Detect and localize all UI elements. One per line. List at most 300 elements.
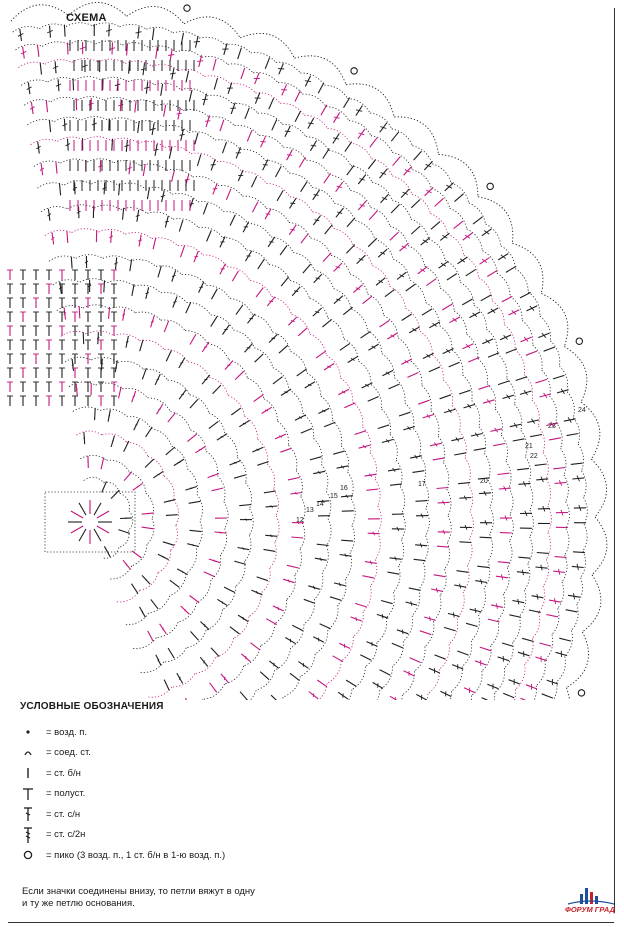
chain-arc: [291, 352, 307, 374]
stitch-post: [256, 288, 263, 298]
stitch-bar: [290, 203, 295, 204]
stitch-post: [318, 83, 324, 94]
stitch-post: [454, 221, 463, 229]
stitch-post: [487, 270, 497, 276]
stitch-post: [362, 576, 374, 578]
chain-arc: [546, 533, 550, 560]
stitch-bar: [269, 242, 273, 243]
stitch-post: [435, 655, 446, 659]
chain-arc: [206, 610, 223, 631]
chain-arc: [251, 53, 276, 63]
stitch-post: [56, 162, 57, 174]
chain-arc: [196, 521, 202, 548]
chain-arc: [41, 207, 67, 212]
chain-arc: [353, 612, 363, 637]
chain-arc: [363, 586, 371, 612]
chain-arc: [463, 565, 469, 592]
stitch-post: [330, 597, 341, 601]
chain-arc: [124, 613, 149, 625]
stitch-post: [101, 458, 104, 470]
legend-text: = ст. б/н: [46, 767, 81, 779]
stitch-bar: [182, 571, 183, 573]
stitch-post: [64, 25, 65, 37]
row-number: 21: [525, 443, 533, 450]
stitch-post: [191, 631, 199, 640]
stitch-bar: [481, 579, 482, 584]
stitch-post: [281, 277, 289, 286]
chain-arc: [155, 83, 181, 89]
stitch-post: [442, 304, 452, 310]
chain-arc: [290, 197, 312, 212]
stitch-post: [410, 658, 421, 663]
chain-arc: [519, 590, 526, 616]
chain-arc: [539, 586, 545, 612]
chain-arc: [451, 667, 462, 692]
stitch-post: [555, 557, 567, 558]
stitch-bar: [316, 278, 320, 279]
stitch-post: [291, 537, 303, 538]
stitch-post: [207, 230, 212, 241]
chain-arc: [419, 563, 425, 590]
chain-arc: [460, 696, 472, 701]
chain-arc: [525, 457, 530, 484]
chain-arc: [73, 407, 100, 411]
chain-arc: [127, 416, 151, 428]
chain-arc: [199, 37, 225, 45]
stitch-post: [60, 183, 61, 195]
stitch-post: [142, 527, 154, 529]
stitch-post: [166, 447, 175, 455]
chain-arc: [484, 453, 490, 480]
chain-arc: [528, 537, 533, 564]
chain-arc: [286, 575, 295, 600]
picot-mark: [487, 183, 493, 189]
chain-arc: [100, 409, 127, 416]
stitch-bar: [180, 363, 183, 364]
chain-arc: [470, 512, 474, 539]
stitch-post: [254, 395, 264, 402]
stitch-post: [189, 501, 201, 503]
stitch-post: [416, 501, 428, 502]
stitch-post: [170, 580, 180, 587]
stitch-post: [502, 643, 514, 646]
stitch-post: [231, 408, 241, 415]
stitch-post: [104, 280, 105, 292]
chain-arc: [278, 83, 302, 94]
chain-arc: [170, 525, 177, 550]
legend-text: = ст. с/2н: [46, 829, 86, 841]
chain-arc: [197, 580, 211, 603]
chain-arc: [525, 639, 533, 665]
chain-arc: [465, 458, 471, 485]
chain-arc: [54, 117, 81, 121]
stitch-post: [190, 596, 200, 603]
stitch-post: [79, 306, 80, 318]
stitch-post: [366, 489, 378, 490]
chain-arc: [130, 260, 156, 267]
chain-arc: [234, 617, 249, 639]
chain-arc: [550, 341, 559, 366]
row-number: 23: [548, 423, 556, 430]
chain-arc: [433, 595, 441, 621]
chain-arc: [543, 453, 548, 480]
stitch-post: [323, 148, 330, 158]
motif-petal: [79, 529, 86, 541]
chain-arc: [117, 590, 140, 602]
stitch-post: [380, 670, 391, 676]
legend-item: [20, 743, 350, 764]
scallop-edge: [591, 459, 606, 517]
stitch-post: [187, 434, 196, 442]
stitch-post: [213, 59, 216, 71]
stitch-post: [298, 328, 307, 336]
stitch-bar: [285, 131, 291, 132]
chain-arc: [353, 402, 363, 427]
stitch-post: [518, 557, 530, 558]
scallop-edge: [512, 243, 543, 293]
chain-arc: [131, 100, 158, 106]
stitch-post: [166, 351, 171, 362]
chain-arc: [495, 409, 502, 435]
chain-arc: [390, 286, 406, 308]
stitch-post: [109, 307, 110, 319]
chain-arc: [107, 460, 130, 472]
chain-arc: [492, 301, 504, 325]
chain-arc: [207, 95, 233, 104]
stitch-post: [234, 475, 246, 478]
logo-text: ФОРУМ ГРАД: [564, 905, 616, 914]
chain-arc: [337, 690, 352, 701]
stitch-post: [522, 638, 534, 641]
stitch-post: [521, 698, 532, 700]
stitch-post: [431, 222, 440, 230]
chain-arc: [398, 338, 411, 361]
stitch-post: [409, 588, 421, 591]
scallop-edge: [564, 347, 587, 403]
stitch-bar: [522, 570, 523, 575]
stitch-bar: [163, 556, 164, 558]
legend-item: [20, 825, 350, 846]
chain-arc: [292, 314, 310, 334]
legend-item: [20, 804, 350, 825]
stitch-post: [185, 698, 191, 700]
stitch-post: [447, 274, 457, 281]
chain-arc: [80, 279, 107, 283]
chain-arc: [132, 544, 147, 565]
chain-arc: [203, 255, 227, 267]
chain-arc: [329, 151, 351, 166]
chain-arc: [94, 205, 121, 209]
stitch-post: [132, 584, 139, 594]
stitch-post: [211, 316, 217, 326]
stitch-post: [546, 615, 558, 617]
legend-text: = соед. ст.: [46, 747, 91, 759]
stitch-post: [355, 603, 366, 607]
stitch-bar: [151, 321, 154, 322]
stitch-post: [324, 422, 335, 426]
chain-arc: [195, 657, 216, 673]
stitch-bar: [190, 488, 192, 489]
chain-arc: [372, 266, 389, 287]
stitch-post: [549, 438, 561, 440]
chain-arc: [497, 354, 507, 379]
chain-arc: [185, 331, 208, 344]
stitch-bar: [333, 138, 339, 139]
chain-arc: [127, 442, 148, 456]
stitch-post: [163, 542, 175, 546]
chain-arc: [382, 409, 391, 434]
chain-arc: [315, 573, 323, 599]
chain-arc: [515, 404, 522, 430]
stitch-post: [406, 284, 416, 291]
stitch-bar: [177, 113, 182, 114]
stitch-post: [203, 203, 207, 214]
chain-arc: [420, 455, 426, 482]
stitch-bar: [290, 229, 295, 230]
stitch-post: [513, 439, 525, 441]
stitch-post: [269, 98, 274, 109]
stitch-post: [517, 468, 529, 469]
stitch-post: [234, 561, 246, 564]
stitch-post: [392, 643, 403, 648]
chain-arc: [174, 500, 179, 526]
chain-arc: [558, 582, 564, 609]
chain-arc: [488, 534, 493, 561]
chain-arc: [448, 234, 464, 255]
stitch-post: [380, 320, 390, 327]
chain-arc: [524, 375, 532, 401]
stitch-bar: [411, 601, 412, 605]
chain-arc: [109, 118, 136, 123]
chain-arc: [405, 403, 414, 429]
chain-arc: [149, 596, 170, 613]
chain-arc: [371, 385, 382, 410]
stitch-bar: [339, 583, 340, 587]
chain-arc: [161, 320, 185, 331]
stitch-post: [241, 68, 245, 79]
stitch-bar: [497, 604, 498, 609]
stitch-post: [213, 385, 221, 394]
chain-arc: [394, 566, 401, 592]
stitch-post: [147, 187, 149, 199]
chain-arc: [273, 368, 289, 390]
chain-arc: [341, 637, 353, 661]
chain-arc: [513, 617, 521, 643]
stitch-post: [368, 238, 377, 246]
stitch-post: [272, 119, 277, 130]
chain-arc: [350, 526, 355, 553]
legend-item: [20, 722, 350, 743]
stitch-post: [245, 108, 249, 119]
chain-arc: [224, 502, 228, 529]
chain-arc: [432, 188, 450, 208]
stitch-bar: [311, 145, 317, 146]
chain-arc: [371, 208, 390, 226]
stitch-post: [360, 655, 371, 660]
stitch-post: [542, 694, 553, 698]
chain-arc: [300, 73, 324, 85]
stitch-post: [224, 587, 235, 592]
stitch-post: [276, 166, 282, 177]
stitch-bar: [173, 302, 176, 303]
stitch-post: [473, 217, 483, 224]
stitch-post: [49, 120, 50, 132]
chain-arc: [310, 298, 328, 318]
stitch-post: [389, 384, 400, 389]
stitch-post: [104, 546, 110, 557]
stitch-post: [240, 692, 248, 700]
chain-arc: [484, 561, 490, 588]
chain-arc: [21, 80, 48, 85]
stitch-post: [124, 441, 129, 452]
chain-arc: [148, 456, 164, 476]
chain-arc: [467, 229, 483, 251]
stitch-post: [138, 121, 140, 133]
stitch-post: [526, 351, 537, 355]
chain-arc: [380, 666, 393, 690]
picot-mark: [184, 5, 190, 11]
chain-arc: [104, 97, 131, 102]
stitch-bar: [137, 487, 139, 488]
stitch-post: [230, 215, 235, 226]
chain-arc: [506, 461, 511, 488]
chain-arc: [457, 592, 464, 618]
stitch-bar: [159, 409, 161, 410]
stitch-bar: [151, 129, 156, 130]
chain-arc: [350, 143, 372, 159]
chain-arc: [351, 499, 355, 526]
stitch-bar: [305, 81, 311, 82]
chain-arc: [42, 42, 69, 47]
stitch-post: [454, 453, 466, 455]
stitch-post: [212, 289, 218, 300]
chain-arc: [118, 361, 144, 369]
chain-arc: [80, 455, 106, 460]
chain-arc: [45, 60, 72, 65]
chain-arc: [478, 359, 488, 384]
chain-arc: [77, 431, 103, 435]
chain-arc: [215, 140, 240, 150]
stitch-post: [369, 211, 377, 220]
chain-arc: [261, 568, 270, 593]
stitch-post: [474, 448, 486, 450]
stitch-post: [292, 625, 303, 631]
legend-item: [20, 763, 350, 784]
chain-arc: [412, 146, 432, 164]
stitch-post: [190, 334, 196, 344]
single-crochet-icon: [20, 764, 40, 782]
chain-arc: [497, 273, 510, 296]
stitch-post: [152, 28, 154, 40]
chain-arc: [240, 149, 265, 160]
legend-text: = ст. с/н: [46, 808, 81, 820]
stitch-bar: [214, 560, 215, 562]
row-number: 20: [480, 478, 488, 485]
chain-arc: [269, 264, 290, 280]
chain-arc: [173, 219, 198, 228]
stitch-post: [40, 63, 41, 75]
chain-arc: [450, 208, 467, 229]
stitch-post: [459, 390, 470, 394]
chain-arc: [471, 615, 479, 641]
scallop-edge: [295, 56, 347, 85]
stitch-bar: [308, 123, 314, 124]
chain-arc: [429, 239, 445, 260]
row-number: 15: [330, 493, 338, 500]
legend-item: [20, 784, 350, 805]
stitch-post: [127, 44, 128, 56]
chain-arc: [324, 85, 347, 98]
stitch-bar: [269, 301, 273, 302]
chain-arc: [209, 413, 225, 434]
stitch-bar: [291, 321, 295, 322]
stitch-post: [535, 379, 547, 383]
stitch-post: [119, 387, 122, 399]
stitch-post: [161, 84, 163, 96]
stitch-post: [506, 349, 517, 354]
chain-arc: [393, 259, 410, 280]
chain-arc: [129, 511, 133, 531]
stitch-post: [503, 693, 514, 698]
chain-arc: [428, 669, 440, 694]
row-number: 12: [296, 517, 304, 524]
stitch-post: [435, 198, 444, 206]
stitch-post: [71, 257, 72, 269]
stitch-post: [115, 360, 117, 372]
note-line: Если значки соединены внизу, то петли вяжут в одну: [22, 886, 255, 897]
chain-arc: [266, 183, 290, 196]
chain-arc: [524, 564, 529, 591]
stitch-post: [344, 98, 350, 108]
stitch-post: [344, 403, 355, 408]
chain-arc: [368, 331, 382, 354]
stitch-post: [458, 483, 470, 484]
legend-item: [20, 845, 350, 866]
stitch-bar: [530, 306, 534, 311]
chain-arc: [443, 463, 448, 490]
chain-arc: [140, 340, 165, 349]
stitch-post: [140, 340, 143, 352]
chain-arc: [515, 349, 525, 374]
stitch-bar: [281, 90, 287, 91]
legend-title: УСЛОВНЫЕ ОБОЗНАЧЕНИЯ: [20, 701, 164, 712]
motif-petal: [97, 511, 109, 518]
stitch-post: [197, 154, 201, 166]
stitch-post: [303, 264, 311, 273]
stitch-post: [437, 546, 449, 547]
chain-arc: [464, 255, 479, 277]
chain-arc: [479, 588, 486, 615]
stitch-post: [220, 120, 224, 131]
chain-arc: [321, 396, 333, 420]
chain-arc: [422, 386, 431, 411]
chain-arc: [501, 435, 507, 461]
chain-arc: [254, 348, 273, 368]
stitch-bar: [278, 607, 279, 610]
stitch-post: [553, 375, 564, 379]
chain-arc: [430, 214, 447, 235]
chain-arc: [147, 519, 154, 545]
chain-arc: [447, 516, 451, 543]
stitch-post: [252, 176, 257, 187]
chain-arc: [304, 115, 327, 128]
chain-arc: [399, 540, 404, 566]
stitch-post: [195, 133, 198, 145]
chain-arc: [400, 487, 405, 514]
chain-arc: [564, 475, 568, 502]
legend: [20, 701, 350, 866]
stitch-post: [321, 105, 327, 115]
